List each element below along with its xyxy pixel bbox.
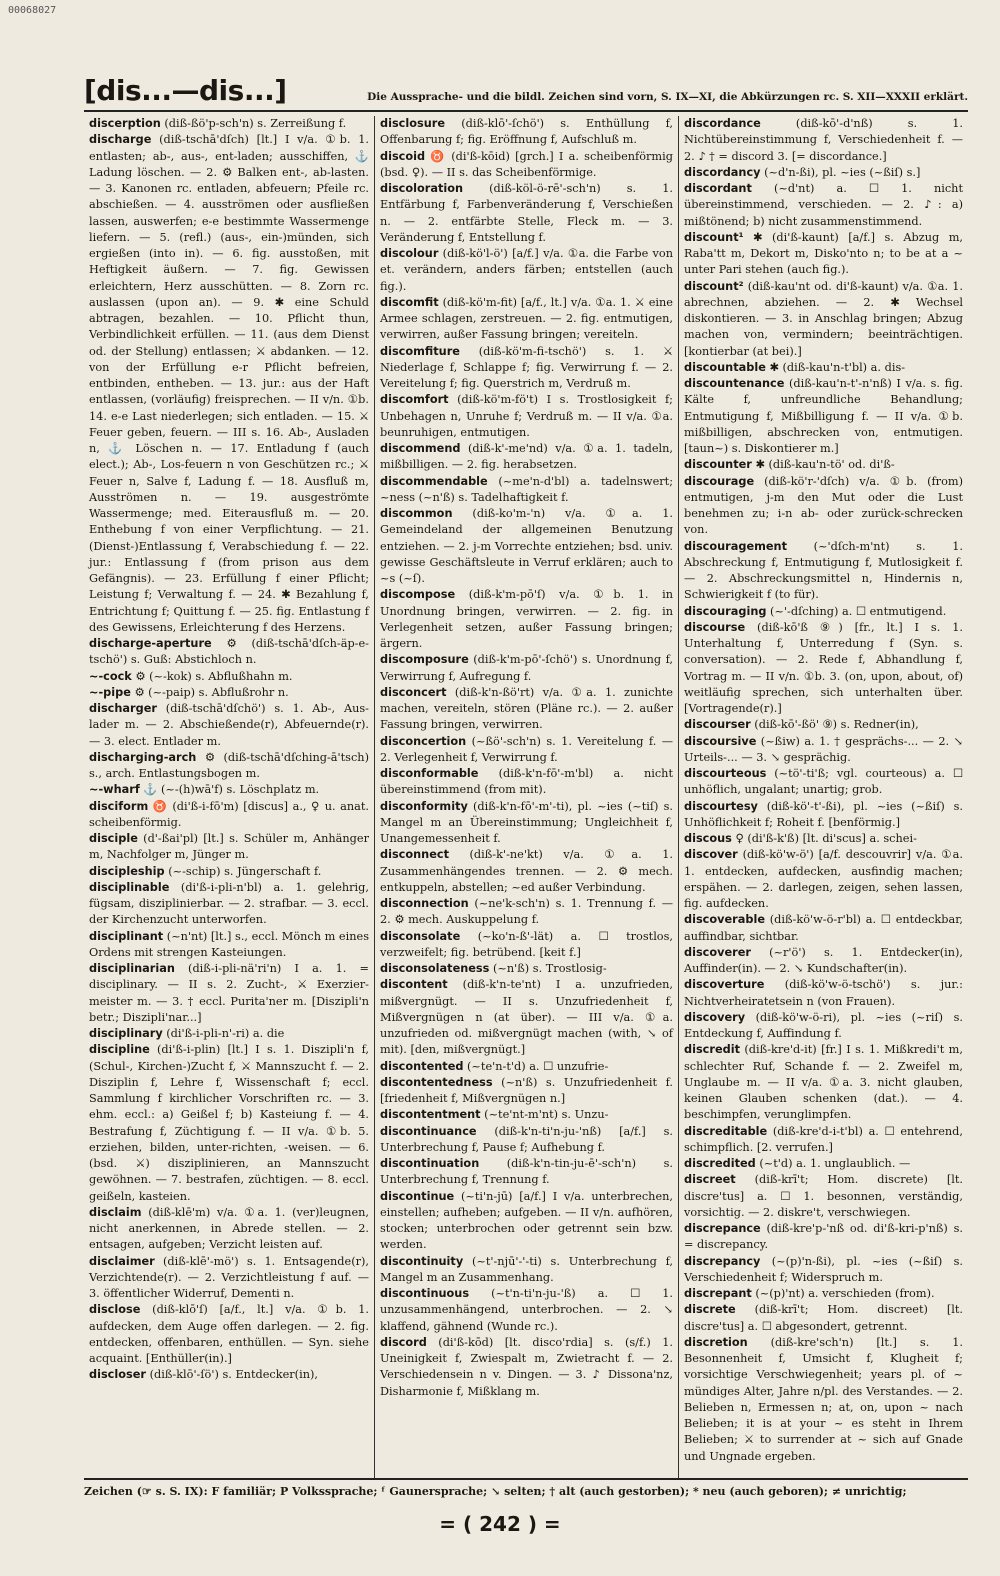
entry-definition: (~n'nt) [lt.] s., eccl. Mönch m eines Ordens mit strengen Kasteiungen. — [89, 929, 369, 959]
entry-headword: discontentedness — [380, 1075, 493, 1089]
dictionary-entry — [380, 929, 673, 962]
entry-definition: (diß-ko'm-'n) v/a. ①a. 1. Gemeindeland der allgemeinen Benutzung entziehen. — 2. j-m Vorrechte entziehen; bsd. univ. gewisse Geschäftsleute in Verruf erklären; auch to ~s (~ſ). — [380, 507, 673, 585]
entry-definition: (diß-k'-ne'kt) v/a. ①a. 1. Zusammenhängendes trennen. — 2. ⚙ mech. entkuppeln, abstellen; ~ed außer Verbindung. — [380, 848, 673, 894]
entry-definition: ⚙ (~-kok) s. Abflußhahn m. — [131, 669, 293, 683]
entry-definition: (~d'n-ßi), pl. ~ies (~ßiſ) s.] — [760, 165, 921, 179]
entry-definition: (~(p)'n-ßi), pl. ~ies (~ßiſ) s. Verschiedenheit f; Widerspruch m. — [684, 1254, 963, 1284]
entry-headword: discoverable — [684, 913, 765, 927]
dictionary-entry — [380, 246, 673, 295]
dictionary-entry — [380, 799, 673, 848]
entry-headword: disconsolateness — [380, 962, 490, 975]
entry-definition: (diß-k'm-pō'ſ) v/a. ①b. 1. in Unordnung bringen, verwirren. — 2. fig. in Verlegenheit setzen, außer Fassung bringen; ärgern. — [380, 588, 673, 650]
dictionary-entry — [89, 1254, 369, 1303]
entry-headword: discredit — [684, 1043, 740, 1057]
entry-headword: discoloration — [380, 182, 464, 195]
entry-definition: (diß-kre'd-it) [fr.] I s. 1. Mißkredi't m, schlechter Ruf, Schande f. — 2. Zweifel m, Unglaube m. — II v/a. ①a. 3. nicht glauben, keinen Glauben schenken (dat.). — 4. beschimpfen, verunglimpfen. — [684, 1043, 963, 1122]
entry-definition: (diß-kö'r-'dſch) v/a. ①b. (from) entmutigen, j-m den Mut oder die Lust benehmen zu; i-n ab- oder zurück-schrecken von. — [684, 474, 963, 537]
entry-headword: discrepancy — [684, 1254, 761, 1268]
dictionary-entry — [380, 1286, 673, 1335]
dictionary-entry — [380, 344, 673, 393]
entry-definition: (di'ß-i-pli-n'bl) a. 1. gelehrig, fügsam, disziplinierbar. — 2. strafbar. — 3. eccl. der Kirchenzucht unterworfen. — [89, 880, 369, 927]
dictionary-entry — [684, 945, 963, 978]
entry-headword: discerption — [89, 117, 161, 130]
entry-definition: (diß-köl-ö-rē'-sch'n) s. 1. Entfärbung f, Farbenveränderung f, Verschießen n. — 2. entfärbte Stelle, Fleck m. — 3. Veränderung f, Entstellung f. — [380, 182, 673, 244]
entry-definition: ✱ (di'ß-kaunt) [a/f.] s. Abzug m, Raba'tt m, Dekort m, Disko'nto n; to be at a ~ unter Pari stehen (auch fig.). — [684, 230, 963, 277]
entry-definition: ⚙ (diß-tschā'dſching-ā'tsch) s., arch. Entlastungsbogen m. — [89, 750, 369, 780]
entry-definition: (diß-kō'-d'nß) s. 1. Nichtübereinstimmung f, Verschiedenheit f. — 2. ♪ † = discord 3. [= discordance.] — [684, 117, 963, 163]
dictionary-entry — [380, 961, 673, 977]
header-note: Die Aussprache- und die bildl. Zeichen sind vorn, S. IX—XI, die Abkürzungen rc. S. XII—XXXII erklärt. — [367, 91, 968, 103]
entry-headword: discount² — [684, 279, 744, 293]
entry-headword: discourteous — [684, 767, 767, 780]
dictionary-entry — [380, 1254, 673, 1287]
entry-definition: (diß-klō'-ſö') s. Entdecker(in), — [145, 1368, 318, 1382]
page-header — [84, 72, 968, 108]
entry-headword: discourtesy — [684, 799, 758, 813]
dictionary-entry — [380, 181, 673, 246]
entry-definition: ⚓ (~-(h)wā'f) s. Löschplatz m. — [139, 783, 320, 797]
entry-definition: (diß-klē'm) v/a. ①a. 1. (ver)leugnen, nicht anerkennen, in Abrede stellen. — 2. entsagen, aufgeben; Verzicht leisten auf. — [89, 1205, 369, 1252]
dictionary-entry — [684, 1172, 963, 1221]
running-head: [dis...—dis...] — [84, 74, 287, 107]
dictionary-entry — [89, 929, 369, 962]
entry-definition: (diß-tschā'dſch) [lt.] I v/a. ①b. 1. entlasten; ab-, aus-, ent-laden; ausschiffen, ⚓ Ladung löschen. — 2. ⚙ Balken ent-, ab-lasten. — 3. Kanonen rc. entladen, abfeuern; Pfeile rc. abschießen. — 4. ausströmen oder ausfließen lassen, auswerfen; e-e bestimmte Wassermenge liefern. — 5. (refl.) (aus-, ein-)münden, sich ergießen (into in). — 6. fig. ausstoßen, mit Heftigkeit äußern. — 7. fig. Gewissen erleichtern, Herz ausschütten. — 8. Zorn rc. auslassen (upon an). — 9. ✱ eine Schuld abtragen, bezahlen. — 10. Pflicht thun, Verbindlichkeit erfüllen. — 11. (aus dem Dienst od. der Stellung) entlassen; ⚔ abdanken. — 12. von der Erfüllung e-r Pflicht befreien, entbinden, entheben. — 13. jur.: aus der Haft entlassen, (vorläufig) freisprechen. — II v/n. ①b. 14. e-e Last niederlegen; sich entladen. — 15. ⚔ Feuer geben, feuern. — III s. 16. Ab-, Ausladen n, ⚓ Löschen n. — 17. Entladung f (auch elect.); Ab-, Los-feuern n von Geschützen rc.; ⚔ Feuer n, Salve f, Ladung f. — 18. Ausfluß m, Ausströmen n. — 19. ausgeströmte Wassermenge; med. Eiterausfluß m. — 20. Enthebung f von einer Verpflichtung. — 21. (Dienst-)Entlassung f, Verabschiedung f. — 22. jur.: Entlassung f (from prison aus dem Gefängnis). — 23. Erfüllung f einer Pflicht; Leistung f; Verwaltung f. — 24. ✱ Bezahlung f, Entrichtung f; Quittung f. — 25. fig. Entlastung f des Gewissens, Erleichterung f des Herzens. — [89, 133, 369, 634]
dictionary-entry — [89, 701, 369, 750]
dictionary-entry — [684, 1302, 963, 1335]
entry-headword: disciform — [89, 799, 149, 813]
entry-headword: discordance — [684, 117, 761, 130]
dictionary-entry — [89, 669, 369, 685]
entry-headword: disconformity — [380, 799, 468, 813]
dictionary-entry — [684, 360, 963, 376]
entry-definition: (diß-klō'ſ) [a/f., lt.] v/a. ①b. 1. aufdecken, dem Auge offen darlegen. — 2. fig. entdecken, offenbaren, enthüllen. — Syn. siehe acquaint. [Enthüller(in).] — [89, 1303, 369, 1365]
entry-definition: (d'-ßai'pl) [lt.] s. Schüler m, Anhänger m, Nachfolger m, Jünger m. — [89, 832, 369, 862]
dictionary-entry — [684, 1335, 963, 1465]
entry-definition: (diß-kre'p-'nß od. di'ß-kri-p'nß) s. = discrepancy. — [684, 1222, 963, 1252]
entry-headword: discharge-aperture — [89, 637, 212, 650]
dictionary-entry — [380, 392, 673, 441]
entry-definition: (diß-i-pli-nä'ri'n) I a. 1. = disciplinary. — II s. 2. Zucht-, ⚔ Exerzier-meister m. — 3. † eccl. Purita'ner m. [Diszipli'n betr.; Diszipli'nar...] — [89, 962, 369, 1024]
entry-definition: (diß-ßö'p-sch'n) s. Zerreißung f. — [160, 117, 347, 130]
dictionary-entry — [380, 652, 673, 685]
entry-headword: disclaimer — [89, 1254, 155, 1268]
entry-headword: discourse — [684, 620, 746, 634]
entry-headword: disconcert — [380, 685, 447, 699]
entry-definition: (~ne'k-sch'n) s. 1. Trennung f. — 2. ⚙ mech. Auskuppelung f. — [380, 897, 673, 927]
entry-headword: discountenance — [684, 377, 785, 390]
footer-rule — [84, 1478, 968, 1480]
entry-definition: (~(p)'nt) a. verschieden (from). — [751, 1287, 935, 1300]
dictionary-entry — [684, 734, 963, 767]
entry-definition: (~me'n-d'bl) a. tadelnswert; ~ness (~n'ß) s. Tadelhaftigkeit f. — [380, 474, 673, 504]
header-rule — [84, 110, 968, 112]
entry-definition: (diß-k'n-ßö'rt) v/a. ①a. 1. zunichte machen, vereiteln, stören (Pläne rc.). — 2. außer Fassung bringen, verwirren. — [380, 685, 673, 732]
dictionary-entry — [684, 1156, 963, 1172]
dictionary-entry — [380, 847, 673, 896]
entry-definition: ♀ (di'ß-k'ß) [lt. di'scus] a. schei- — [731, 832, 917, 845]
dictionary-entry — [380, 441, 673, 474]
entry-definition: (diß-kö'm-fit) [a/f., lt.] v/a. ①a. 1. ⚔ eine Armee schlagen, zerstreuen. — 2. fig. entmutigen, verwirren, außer Fassung bringen; vereiteln. — [380, 295, 673, 342]
dictionary-entry — [89, 1026, 369, 1042]
page-number: = ( 242 ) = — [439, 1512, 561, 1536]
entry-definition: (diß-tschā'dſchö') s. 1. Ab-, Aus-lader m. — 2. Abschießende(r), Abfeuernde(r). — 3. elect. Entlader m. — [89, 702, 369, 748]
entry-headword: discount¹ — [684, 230, 744, 244]
entry-headword: discouraging — [684, 604, 767, 618]
entry-headword: discommendable — [380, 474, 488, 488]
entry-definition: (~n'ß) s. Unzufriedenheit f. [friedenheit f, Mißvergnügen n.] — [380, 1075, 673, 1105]
dictionary-entry — [380, 1124, 673, 1157]
dictionary-entry — [89, 1205, 369, 1254]
entry-headword: ~-cock — [89, 669, 132, 683]
entry-headword: discoverture — [684, 978, 765, 992]
dictionary-entry — [380, 1189, 673, 1254]
entry-headword: disciplinable — [89, 880, 170, 894]
entry-definition: (diß-kau'n-t'-n'nß) I v/a. s. fig. Kälte f, unfreundliche Behandlung; Entmutigung f, Mißbilligung f. — II v/a. ①b. mißbilligen, abschrecken von, entmutigen. [taun~) s. Diskontierer m.] — [684, 377, 963, 455]
dictionary-entry — [684, 766, 963, 799]
entry-definition: (~r'ö') s. 1. Entdecker(in), Auffinder(in). — 2. ↘ Kundschafter(in). — [684, 945, 963, 975]
dictionary-entry — [684, 474, 963, 539]
entry-definition: (~d'nt) a. ☐ 1. nicht übereinstimmend, verschieden. — 2. ♪: a) mißtönend; b) nicht zusammenstimmend. — [684, 182, 963, 228]
entry-headword: ~-pipe — [89, 685, 131, 699]
entry-headword: discharger — [89, 702, 157, 715]
entry-headword: disclose — [89, 1303, 141, 1317]
entry-definition: (diß-klō'-ſchö') s. Enthüllung f, Offenbarung f; fig. Eröffnung f, Aufschluß m. — [380, 117, 673, 147]
entry-definition: (diß-klē'-mö') s. 1. Entsagende(r), Verzichtende(r). — 2. Verzichtleistung f auf. — 3. öffentlicher Widerruf, Dementi n. — [89, 1254, 369, 1300]
dictionary-entry — [380, 1059, 673, 1075]
entry-headword: discreet — [684, 1173, 736, 1187]
entry-headword: discompose — [380, 588, 456, 602]
entry-headword: discous — [684, 832, 732, 845]
dictionary-entry — [380, 587, 673, 652]
entry-definition: ⚙ (~-paip) s. Abflußrohr n. — [130, 685, 289, 699]
entry-headword: ~-wharf — [89, 783, 140, 797]
entry-definition: (~'dſch-m'nt) s. 1. Abschreckung f, Entmutigung f, Mutlosigkeit f. — 2. Abschreckungsmittel n, Hindernis n, Schwierigkeit f (to für). — [684, 539, 963, 602]
dictionary-entry — [89, 685, 369, 701]
column-left — [84, 116, 374, 1478]
entry-headword: disconcertion — [380, 734, 467, 748]
entry-definition: (diß-kö'm-fi-tschö') s. 1. ⚔ Niederlage f, Schlappe f; fig. Verwirrung f. — 2. Vereitelung f; fig. Querstrich m, Verdruß m. — [380, 344, 673, 390]
entry-definition: (diß-k'n-ti'n-ju-'nß) [a/f.] s. Unterbrechung f, Pause f; Aufhebung f. — [380, 1124, 673, 1154]
entry-headword: discoverer — [684, 945, 751, 959]
entry-definition: (diß-k'n-tin-ju-ē'-sch'n) s. Unterbrechung f, Trennung f. — [380, 1157, 673, 1187]
entry-definition: (diß-kö'w-ö-r'bl) a. ☐ entdeckbar, auffindbar, sichtbar. — [684, 913, 963, 943]
entry-headword: discommend — [380, 442, 461, 455]
entry-definition: (diß-k'-me'nd) v/a. ①a. 1. tadeln, mißbilligen. — 2. fig. herabsetzen. — [380, 442, 673, 472]
symbol-legend: Zeichen (☞ s. S. IX): F familiär; P Volkssprache; ᶠ Gaunersprache; ↘ selten; † alt (auch gestorben); * neu (auch geboren); ≠ unrichtig; — [84, 1485, 907, 1498]
dictionary-entry — [684, 1221, 963, 1254]
dictionary-columns — [84, 116, 968, 1478]
dictionary-entry — [380, 1107, 673, 1123]
entry-headword: disconformable — [380, 767, 479, 780]
dictionary-entry — [684, 539, 963, 604]
entry-headword: discontented — [380, 1059, 464, 1073]
dictionary-entry — [89, 1042, 369, 1205]
entry-definition: (di'ß-i-plin) [lt.] I s. 1. Diszipli'n f, (Schul-, Kirchen-)Zucht f, ⚔ Mannszucht f. — 2. Disziplin f, Lehre f, Wissenschaft f; eccl. Sammlung f kirchlicher Vorschriften rc. — 3. ehm. eccl.: a) Geißel f; b) Kasteiung f. — 4. Bestrafung f, Züchtigung f. — II v/a. ①b. 5. erziehen, bilden, unter-richten, -weisen. — 6. (bsd. ⚔) disziplinieren, an Mannszucht gewöhnen. — 7. bestrafen, züchtigen. — 8. eccl. geißeln, kasteien. — [89, 1043, 369, 1203]
dictionary-entry — [380, 295, 673, 344]
entry-definition: ♉ (di'ß-i-fō'm) [discus] a., ♀ u. anat. scheibenförmig. — [89, 799, 369, 829]
entry-definition: (diß-kö'm-fö't) I s. Trostlosigkeit f; Unbehagen n, Unruhe f; Verdruß m. — II v/a. ①a. beunruhigen, entmutigen. — [380, 393, 673, 439]
entry-headword: discredited — [684, 1157, 756, 1170]
entry-headword: discovery — [684, 1010, 746, 1024]
dictionary-entry — [684, 977, 963, 1010]
dictionary-entry — [89, 880, 369, 929]
entry-definition: (~tö'-ti'ß; vgl. courteous) a. ☐ unhöflich, ungalant; unartig; grob. — [684, 767, 963, 797]
entry-definition: (diß-kö'w-ö') [a/f. descouvrir] v/a. ①a. 1. entdecken, aufdecken, ausfindig machen; erspähen. — 2. darlegen, zeigen, sehen lassen, fig. aufdecken. — [684, 848, 963, 910]
dictionary-entry — [89, 799, 369, 832]
entry-definition: (diß-kö'l-ö') [a/f.] v/a. ①a. die Farbe von et. verändern, anders färben; entstellen (auch fig.). — [380, 247, 673, 293]
dictionary-entry — [684, 1254, 963, 1287]
entry-definition: (~ti'n-jū) [a/f.] I v/a. unterbrechen, einstellen; aufheben; aufgeben. — II v/n. aufhören, stocken; unterbrochen oder getrennt sein bzw. werden. — [380, 1189, 673, 1252]
dictionary-entry — [380, 116, 673, 149]
entry-headword: disclosure — [380, 117, 446, 130]
dictionary-entry — [89, 961, 369, 1026]
entry-definition: (diß-kau'nt od. di'ß-kaunt) v/a. ①a. 1. abrechnen, abziehen. — 2. ✱ Wechsel diskontieren. — 3. in Anschlag bringen; Abzug machen von, vermindern; beeinträchtigen. [kontierbar (at bei).] — [684, 279, 963, 358]
dictionary-entry — [380, 734, 673, 767]
entry-definition: (diß-kre'd-i-t'bl) a. ☐ entehrend, schimpflich. [2. verrufen.] — [684, 1124, 963, 1154]
dictionary-entry — [684, 1042, 963, 1123]
entry-definition: (~-schip) s. Jüngerschaft f. — [164, 864, 322, 878]
dictionary-entry — [684, 1286, 963, 1302]
entry-headword: discommon — [380, 507, 453, 520]
dictionary-entry — [380, 1335, 673, 1400]
entry-headword: discordancy — [684, 165, 761, 179]
entry-headword: discomfiture — [380, 344, 460, 358]
entry-headword: discontinuous — [380, 1287, 470, 1300]
dictionary-entry — [380, 685, 673, 734]
dictionary-entry — [684, 831, 963, 847]
dictionary-entry — [684, 116, 963, 165]
entry-definition: (diß-k'm-pō'-ſchö') s. Unordnung f, Verwirrung f, Aufregung f. — [380, 653, 673, 683]
entry-definition: (diß-kö'w-ö-tschö') s. jur.: Nichtverheiratetsein n (von Frauen). — [684, 978, 963, 1008]
dictionary-entry — [380, 766, 673, 799]
entry-headword: discourser — [684, 718, 751, 732]
entry-headword: discolour — [380, 247, 439, 260]
entry-headword: discouragement — [684, 539, 788, 553]
entry-headword: discontinue — [380, 1189, 455, 1203]
dictionary-entry — [380, 149, 673, 182]
entry-headword: discipline — [89, 1043, 150, 1057]
entry-headword: discharge — [89, 133, 152, 147]
entry-headword: discrepant — [684, 1287, 752, 1300]
entry-definition: ♉ (di'ß-kōid) [grch.] I a. scheibenförmig (bsd. ♀). — II s. das Scheibenförmige. — [380, 149, 673, 179]
entry-definition: (~n'ß) s. Trostlosig- — [489, 962, 607, 975]
dictionary-entry — [89, 636, 369, 669]
entry-definition: (diß-kö'w-ö-ri), pl. ~ies (~riſ) s. Entdeckung f, Auffindung f. — [684, 1010, 963, 1040]
entry-headword: discoid — [380, 149, 426, 163]
dictionary-entry — [684, 1124, 963, 1157]
entry-definition: (~t'n-ti'n-ju-'ß) a. ☐ 1. unzusammenhängend, unterbrochen. — 2. ↘ klaffend, gähnend (Wunde rc.). — [380, 1287, 673, 1333]
entry-headword: disciple — [89, 832, 138, 845]
entry-headword: disconsolate — [380, 929, 461, 943]
dictionary-entry — [380, 1075, 673, 1108]
entry-definition: (di'ß-kōd) [lt. disco'rdia] s. (s/f.) 1. Uneinigkeit f, Zwiespalt m, Zwietracht f. — 2. Verschiedensein n v. Dingen. — 3. ♪ Dissona'nz, Disharmonie f, Mißklang m. — [380, 1335, 673, 1398]
dictionary-entry — [684, 376, 963, 457]
dictionary-entry — [684, 847, 963, 912]
entry-definition: (~te'n-t'd) a. ☐ unzufrie- — [463, 1059, 609, 1073]
dictionary-entry — [684, 799, 963, 832]
page-id-stamp: 00068027 — [8, 5, 57, 16]
entry-definition: ⚙ (diß-tschā'dſch-äp-e-tschö') s. Guß: Abstichloch n. — [89, 637, 369, 667]
dictionary-entry — [684, 457, 963, 473]
entry-definition: (diß-kō'ß ⑨) [fr., lt.] I s. 1. Unterhaltung f, Unterredung f (Syn. s. conversation). — 2. Rede f, Abhandlung f, Vortrag m. — II v/n. ①b. 3. (on, upon, about, of) weitläufig sprechen, sich unterhalten über. [Vortragende(r).] — [684, 620, 963, 715]
entry-headword: discreditable — [684, 1124, 768, 1138]
entry-definition: (diß-k'n-fō'-m'bl) a. nicht übereinstimmend (from mit). — [380, 767, 673, 797]
column-right — [678, 116, 968, 1478]
entry-headword: discrete — [684, 1303, 736, 1317]
dictionary-entry — [89, 782, 369, 798]
dictionary-entry — [684, 620, 963, 718]
dictionary-entry — [380, 977, 673, 1058]
entry-definition: (~te'nt-m'nt) s. Unzu- — [480, 1108, 609, 1122]
dictionary-entry — [89, 831, 369, 864]
entry-headword: disciplinant — [89, 929, 164, 943]
entry-headword: discomfort — [380, 393, 449, 407]
dictionary-entry — [684, 912, 963, 945]
entry-headword: discontentment — [380, 1108, 481, 1122]
dictionary-entry — [89, 1302, 369, 1367]
entry-definition: (diß-kre'sch'n) [lt.] s. 1. Besonnenheit f, Umsicht f, Klugheit f; vorsichtige Verschwiegenheit; years pl. of ~ mündiges Alter, Jahre n/pl. des Verstandes. — 2. Belieben n, Ermessen n; at, on, upon ~ nach Belieben; it is at your ~ es steht in Ihrem Belieben; ⚔ to surrender at ~ sich auf Gnade und Ungnade ergeben. — [684, 1335, 963, 1463]
dictionary-entry — [89, 1367, 369, 1383]
entry-headword: discontinuance — [380, 1124, 477, 1138]
dictionary-entry — [684, 279, 963, 360]
entry-headword: discontent — [380, 978, 448, 992]
entry-definition: (~ßiw) a. 1. † gesprächs-... — 2. ↘ Urteils-... — 3. ↘ gesprächig. — [684, 734, 963, 764]
entry-definition: ✱ (diß-kau'n-t'bl) a. dis- — [765, 360, 906, 374]
entry-headword: discoursive — [684, 734, 757, 748]
dictionary-entry — [684, 717, 963, 733]
entry-headword: disconnection — [380, 897, 469, 910]
entry-headword: discrepance — [684, 1222, 761, 1235]
entry-headword: discover — [684, 848, 738, 862]
dictionary-entry — [380, 474, 673, 507]
entry-definition: (diß-kö'-t'-ßi), pl. ~ies (~ßiſ) s. Unhöflichkeit f; Roheit f. [benförmig.] — [684, 799, 963, 829]
dictionary-entry — [380, 1156, 673, 1189]
entry-definition: (~t'-njū'-'-ti) s. Unterbrechung f, Mangel m an Zusammenhang. — [380, 1254, 673, 1284]
entry-definition: (di'ß-i-pli-n'-ri) a. die — [162, 1027, 285, 1040]
entry-headword: discomposure — [380, 653, 469, 667]
column-middle — [374, 116, 678, 1478]
entry-headword: discipleship — [89, 864, 165, 878]
entry-headword: discharging-arch — [89, 750, 197, 764]
entry-headword: disciplinary — [89, 1027, 163, 1040]
dictionary-entry — [89, 864, 369, 880]
entry-headword: disclaim — [89, 1205, 142, 1219]
dictionary-entry — [684, 165, 963, 181]
dictionary-entry — [89, 750, 369, 783]
dictionary-entry — [380, 896, 673, 929]
dictionary-entry — [684, 1010, 963, 1043]
dictionary-entry — [684, 181, 963, 230]
entry-headword: discordant — [684, 182, 752, 195]
entry-definition: (~ko'n-ß'-lät) a. ☐ trostlos, verzweifelt; fig. betrübend. [keit f.] — [380, 929, 673, 959]
entry-definition: (diß-krī't; Hom. discreet) [lt. discre'tus] a. ☐ abgesondert, getrennt. — [684, 1303, 963, 1333]
entry-headword: discloser — [89, 1368, 146, 1382]
dictionary-entry — [89, 116, 369, 132]
dictionary-entry — [684, 230, 963, 279]
entry-headword: discontinuation — [380, 1157, 480, 1170]
entry-definition: (diß-k'n-fō'-m'-ti), pl. ~ies (~tiſ) s. Mangel m an Übereinstimmung; Ungleichheit f, Unangemessenheit f. — [380, 799, 673, 845]
dictionary-entry — [89, 132, 369, 636]
entry-definition: (diß-kō'-ßö' ⑨) s. Redner(in), — [750, 718, 919, 732]
entry-headword: discretion — [684, 1335, 748, 1349]
entry-headword: disconnect — [380, 848, 449, 862]
entry-definition: (diß-k'n-te'nt) I a. unzufrieden, mißvergnügt. — II s. Unzufriedenheit f, Mißvergnügen n (at über). — III v/a. ①a. unzufrieden od. mißvergnügt machen (with, ↘ of mit). [den, mißvergnügt.] — [380, 978, 673, 1057]
entry-headword: discomfit — [380, 295, 439, 309]
entry-headword: disciplinarian — [89, 962, 175, 975]
entry-headword: discountable — [684, 360, 766, 374]
entry-definition: (~'-dſching) a. ☐ entmutigend. — [766, 604, 947, 618]
dictionary-entry — [684, 604, 963, 620]
dictionary-entry — [380, 506, 673, 587]
entry-headword: discounter — [684, 458, 752, 472]
entry-definition: ✱ (diß-kau'n-tö' od. di'ß- — [751, 458, 895, 472]
entry-headword: discord — [380, 1335, 427, 1349]
entry-definition: (diß-krī't; Hom. discrete) [lt. discre'tus] a. ☐ 1. besonnen, verständig, vorsichtig. — 2. diskre't, verschwiegen. — [684, 1173, 963, 1219]
entry-headword: discourage — [684, 474, 755, 488]
entry-definition: (~ßö'-sch'n) s. 1. Vereitelung f. — 2. Verlegenheit f, Verwirrung f. — [380, 734, 673, 764]
entry-definition: (~t'd) a. 1. unglaublich. — — [755, 1157, 911, 1170]
entry-headword: discontinuity — [380, 1254, 464, 1268]
